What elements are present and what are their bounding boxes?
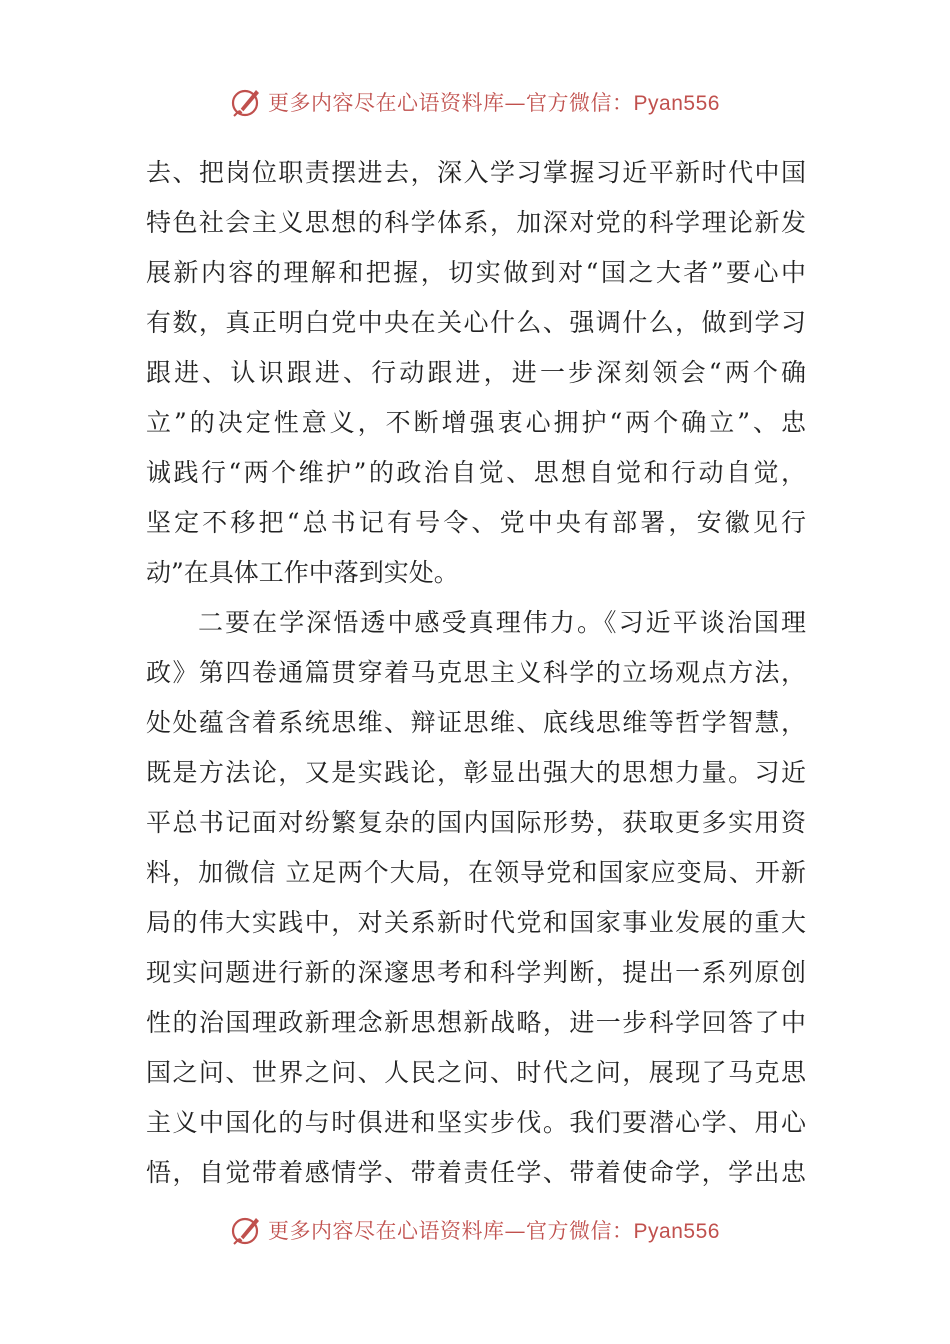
text-line: 性的治国理政新理念新思想新战略，进一步科学回答了中	[146, 1008, 806, 1037]
header-watermark-banner	[0, 82, 950, 122]
watermark-main: 更多内容尽在心语资料库	[268, 91, 505, 115]
text-line: 坚定不移把“总书记有号令、党中央有部署，安徽见行	[146, 508, 806, 537]
watermark-official: 官方微信：	[526, 91, 634, 115]
text-line: 特色社会主义思想的科学体系，加深对党的科学理论新发	[146, 208, 806, 237]
text-line: 政》第四卷通篇贯穿着马克思主义科学的立场观点方法，	[146, 658, 806, 687]
text-line: 现实问题进行新的深邃思考和科学判断，提出一系列原创	[146, 958, 806, 987]
pen-quill-logo-icon	[230, 85, 264, 119]
text-line: 展新内容的理解和把握，切实做到对“国之大者”要心中	[146, 258, 806, 287]
text-line: 悟，自觉带着感情学、带着责任学、带着使命学，学出忠	[146, 1158, 806, 1187]
text-line: 有数，真正明白党中央在关心什么、强调什么，做到学习	[146, 308, 806, 337]
text-line: 既是方法论，又是实践论，彰显出强大的思想力量。习近	[146, 758, 806, 787]
pen-quill-logo-icon	[230, 1213, 264, 1247]
text-line: 国之问、世界之问、人民之问、时代之问，展现了马克思	[146, 1058, 806, 1087]
watermark-main: 更多内容尽在心语资料库	[268, 1219, 505, 1243]
footer-watermark-banner	[0, 1210, 950, 1250]
text-line: 立”的决定性意义，不断增强衷心拥护“两个确立”、忠	[146, 408, 806, 437]
watermark-text	[268, 87, 720, 117]
text-line: 跟进、认识跟进、行动跟进，进一步深刻领会“两个确	[146, 358, 806, 387]
text-line: 主义中国化的与时俱进和坚实步伐。我们要潜心学、用心	[146, 1108, 806, 1137]
watermark-separator: —	[504, 91, 527, 115]
text-line: 处处蕴含着系统思维、辩证思维、底线思维等哲学智慧，	[146, 708, 806, 737]
text-line: 料，加微信 立足两个大局，在领导党和国家应变局、开新	[146, 858, 806, 887]
watermark-wechat-id: Pyan556	[633, 92, 720, 115]
text-line-paragraph-end: 动”在具体工作中落到实处。	[146, 558, 459, 587]
watermark-official: 官方微信：	[526, 1219, 634, 1243]
document-body	[146, 148, 806, 1198]
watermark-wechat-id: Pyan556	[633, 1220, 720, 1243]
text-line: 去、把岗位职责摆进去，深入学习掌握习近平新时代中国	[146, 158, 806, 187]
text-line-paragraph-start: 二要在学深悟透中感受真理伟力。《习近平谈治国理	[198, 608, 806, 637]
text-line: 平总书记面对纷繁复杂的国内国际形势，获取更多实用资	[146, 808, 806, 837]
text-line: 诚践行“两个维护”的政治自觉、思想自觉和行动自觉，	[146, 458, 806, 487]
watermark-text	[268, 1215, 720, 1245]
watermark-separator: —	[504, 1219, 527, 1243]
text-line: 局的伟大实践中，对关系新时代党和国家事业发展的重大	[146, 908, 806, 937]
